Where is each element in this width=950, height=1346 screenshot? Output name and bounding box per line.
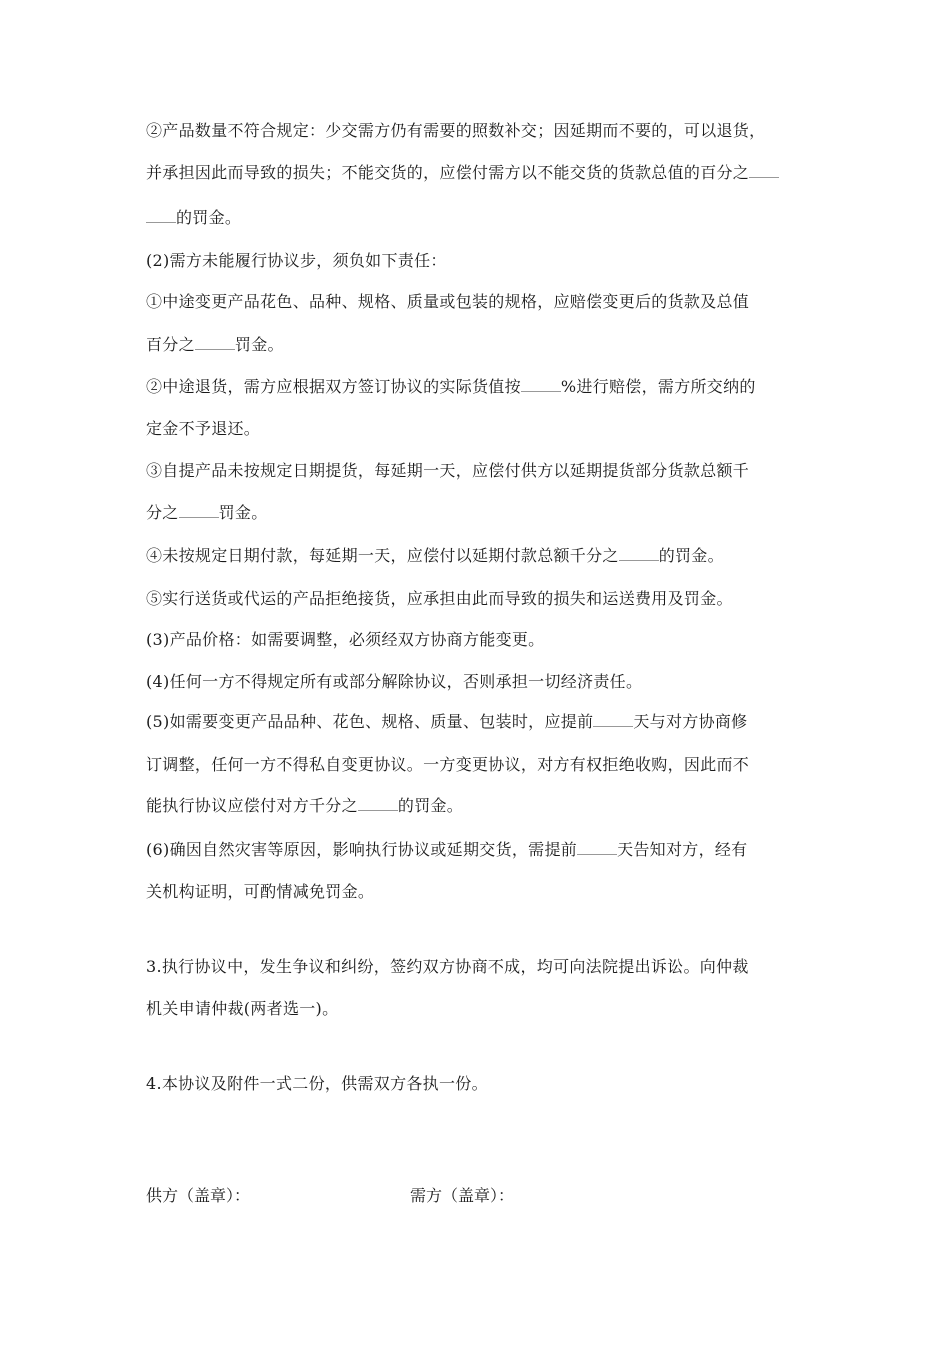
fill-blank[interactable] xyxy=(146,208,176,223)
paragraph-line: 关机构证明，可酌情减免罚金。 xyxy=(146,882,375,901)
paragraph-line: 订调整，任何一方不得私自变更协议。一方变更协议，对方有权拒绝收购，因此而不 xyxy=(146,755,750,774)
paragraph-line: ⑤实行送货或代运的产品拒绝接货，应承担由此而导致的损失和运送费用及罚金。 xyxy=(146,589,733,608)
fill-blank[interactable] xyxy=(179,503,219,518)
fill-blank[interactable] xyxy=(521,377,561,392)
paragraph-line: ③自提产品未按规定日期提货，每延期一天，应偿付供方以延期提货部分货款总额千 xyxy=(146,461,750,480)
paragraph-line: (4)任何一方不得规定所有或部分解除协议，否则承担一切经济责任。 xyxy=(146,672,643,691)
paragraph-line: 能执行协议应偿付对方千分之 的罚金。 xyxy=(146,796,464,815)
paragraph-line: (2)需方未能履行协议步，须负如下责任： xyxy=(146,251,447,270)
paragraph-line: (5)如需要变更产品品种、花色、规格、质量、包装时，应提前 天与对方协商修 xyxy=(146,712,748,731)
paragraph-line: ②产品数量不符合规定：少交需方仍有需要的照数补交；因延期而不要的，可以退货， xyxy=(146,121,766,140)
fill-blank[interactable] xyxy=(195,335,235,350)
clause-3-line: 3.执行协议中，发生争议和纠纷，签约双方协商不成，均可向法院提出诉讼。向仲裁 xyxy=(146,957,749,976)
fill-blank[interactable] xyxy=(358,796,398,811)
supplier-signature-label: 供方（盖章）： xyxy=(146,1186,251,1205)
paragraph-line: 的罚金。 xyxy=(146,208,241,228)
paragraph-line: 并承担因此而导致的损失；不能交货的，应偿付需方以不能交货的货款总值的百分之 xyxy=(146,163,779,183)
fill-blank[interactable] xyxy=(749,163,779,178)
clause-4-line: 4.本协议及附件一式二份，供需双方各执一份。 xyxy=(146,1074,488,1093)
fill-blank[interactable] xyxy=(619,546,659,561)
paragraph-line: (6)确因自然灾害等原因，影响执行协议或延期交货，需提前 天告知对方，经有 xyxy=(146,840,748,859)
paragraph-line: ②中途退货，需方应根据双方签订协议的实际货值按 %进行赔偿，需方所交纳的 xyxy=(146,377,756,396)
fill-blank[interactable] xyxy=(593,712,633,727)
paragraph-line: 定金不予退还。 xyxy=(146,419,261,438)
paragraph-line: (3)产品价格：如需要调整，必须经双方协商方能变更。 xyxy=(146,630,545,649)
paragraph-line: 百分之 罚金。 xyxy=(146,335,284,354)
clause-3-line: 机关申请仲裁(两者选一)。 xyxy=(146,999,339,1018)
buyer-signature-label: 需方（盖章）： xyxy=(410,1186,515,1205)
paragraph-line: ①中途变更产品花色、品种、规格、质量或包装的规格，应赔偿变更后的货款及总值 xyxy=(146,292,750,311)
fill-blank[interactable] xyxy=(577,840,617,855)
paragraph-line: ④未按规定日期付款，每延期一天，应偿付以延期付款总额千分之 的罚金。 xyxy=(146,546,724,565)
paragraph-line: 分之 罚金。 xyxy=(146,503,268,522)
